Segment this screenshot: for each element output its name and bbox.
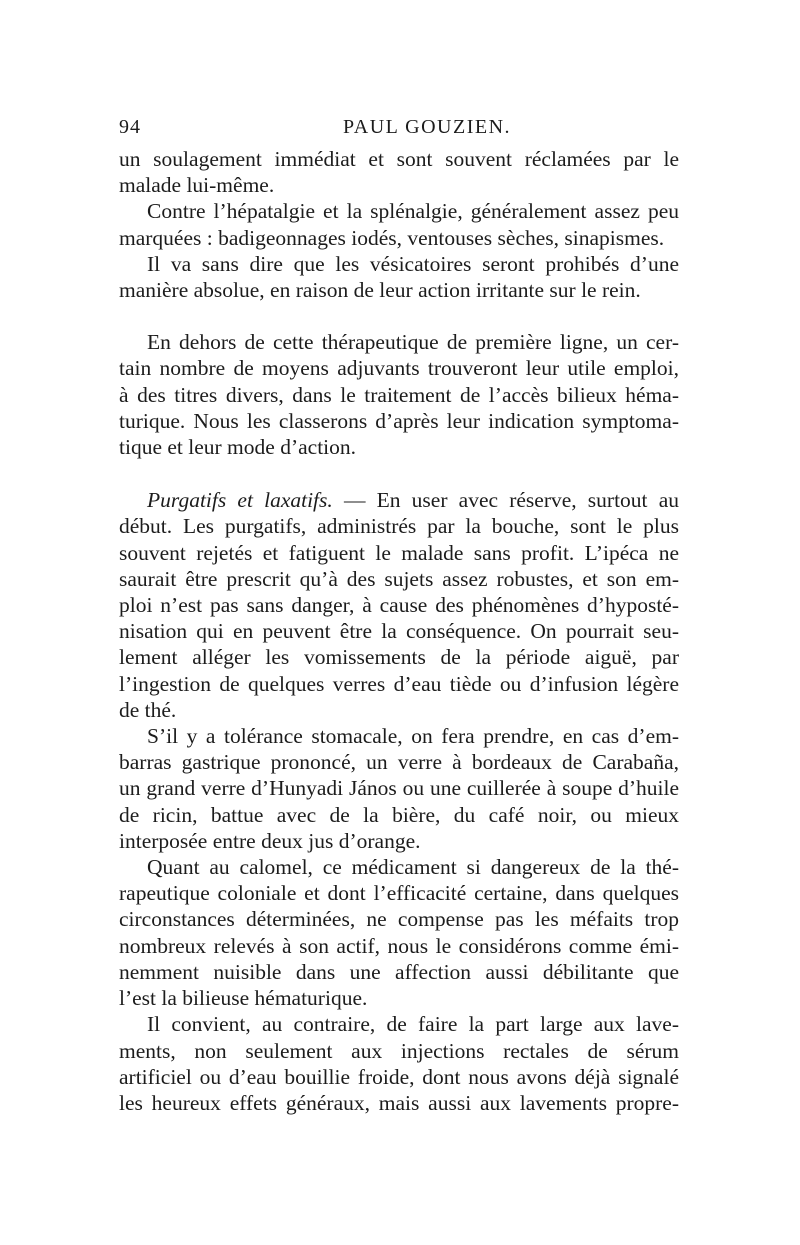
text-line: début. Les purgatifs, administrés par la bouche, sont le plus	[119, 514, 679, 539]
text-run: — En user avec réserve, surtout au	[332, 488, 679, 513]
text-line: l’ingestion de quelques verres d’eau tiède ou d’infusion légère	[119, 671, 679, 696]
text-line: Contre l’hépatalgie et la splénalgie, généralement assez peu	[147, 199, 679, 224]
text-line: manière absolue, en raison de leur action irritante sur le rein.	[119, 278, 641, 303]
text-line: un grand verre d’Hunyadi János ou une cuillerée à soupe d’huile	[119, 776, 679, 801]
text-line: lement alléger les vomissements de la période aiguë, par	[119, 645, 679, 670]
text-line: S’il y a tolérance stomacale, on fera prendre, en cas d’em-	[147, 724, 679, 749]
section-heading-purgatifs: Purgatifs et laxatifs.	[147, 488, 333, 513]
text-line: tique et leur mode d’action.	[119, 435, 357, 460]
text-line: nemment nuisible dans une affection aussi débilitante que	[119, 959, 679, 984]
text-line: marquées : badigeonnages iodés, ventouses sèches, sinapismes.	[119, 225, 665, 250]
text-line: Il convient, au contraire, de faire la part large aux lave-	[147, 1012, 679, 1037]
paragraph-continuation	[119, 146, 679, 198]
text-line: saurait être prescrit qu’à des sujets assez robustes, et son em-	[119, 566, 679, 591]
text-line: ploi n’est pas sans danger, à cause des phénomènes d’hyposté-	[119, 593, 679, 618]
paragraph-tolerance	[119, 723, 679, 854]
text-line: En dehors de cette thérapeutique de première ligne, un cer-	[147, 330, 679, 355]
text-line: interposée entre deux jus d’orange.	[119, 828, 421, 853]
text-line: souvent rejetés et fatiguent le malade sans profit. L’ipéca ne	[119, 540, 679, 565]
text-line: barras gastrique prononcé, un verre à bordeaux de Carabaña,	[119, 750, 679, 775]
book-page	[119, 116, 679, 1116]
page-number: 94	[119, 116, 141, 138]
text-line: de ricin, battue avec de la bière, du café noir, ou mieux	[119, 802, 679, 827]
paragraph-calomel	[119, 854, 679, 1011]
running-title: PAUL GOUZIEN.	[343, 116, 512, 138]
text-line: les heureux effets généraux, mais aussi aux lavements propre-	[119, 1090, 679, 1115]
text-line: artificiel ou d’eau bouillie froide, dont nous avons déjà signalé	[119, 1064, 679, 1089]
paragraph-purgatifs	[119, 487, 679, 723]
text-line: à des titres divers, dans le traitement de l’accès bilieux héma-	[119, 382, 679, 407]
text-line: tain nombre de moyens adjuvants trouveront leur utile emploi,	[119, 356, 679, 381]
paragraph-lavements	[119, 1011, 679, 1116]
text-line: de thé.	[119, 697, 177, 722]
text-line: ments, non seulement aux injections rectales de sérum	[119, 1038, 679, 1063]
text-line-first	[119, 487, 679, 513]
paragraph-hepatalgie	[119, 198, 679, 250]
text-line: Quant au calomel, ce médicament si dangereux de la thé-	[147, 855, 679, 880]
text-line: turique. Nous les classerons d’après leur indication symptoma-	[119, 408, 679, 433]
page-header	[119, 116, 679, 146]
text-line: circonstances déterminées, ne compense pas les méfaits trop	[119, 907, 679, 932]
paragraph-therapeutique	[119, 329, 679, 460]
text-line: malade lui-même.	[119, 173, 275, 198]
text-line: nombreux relevés à son actif, nous le considérons comme émi-	[119, 933, 679, 958]
paragraph-vesicatoires	[119, 251, 679, 303]
text-line: nisation qui en peuvent être la conséquence. On pourrait seu-	[119, 619, 679, 644]
text-line: un soulagement immédiat et sont souvent réclamées par le	[119, 147, 679, 171]
text-line: Il va sans dire que les vésicatoires seront prohibés d’une	[147, 251, 679, 276]
text-line: rapeutique coloniale et dont l’efficacité certaine, dans quelques	[119, 881, 679, 906]
text-line: l’est la bilieuse hématurique.	[119, 986, 368, 1011]
